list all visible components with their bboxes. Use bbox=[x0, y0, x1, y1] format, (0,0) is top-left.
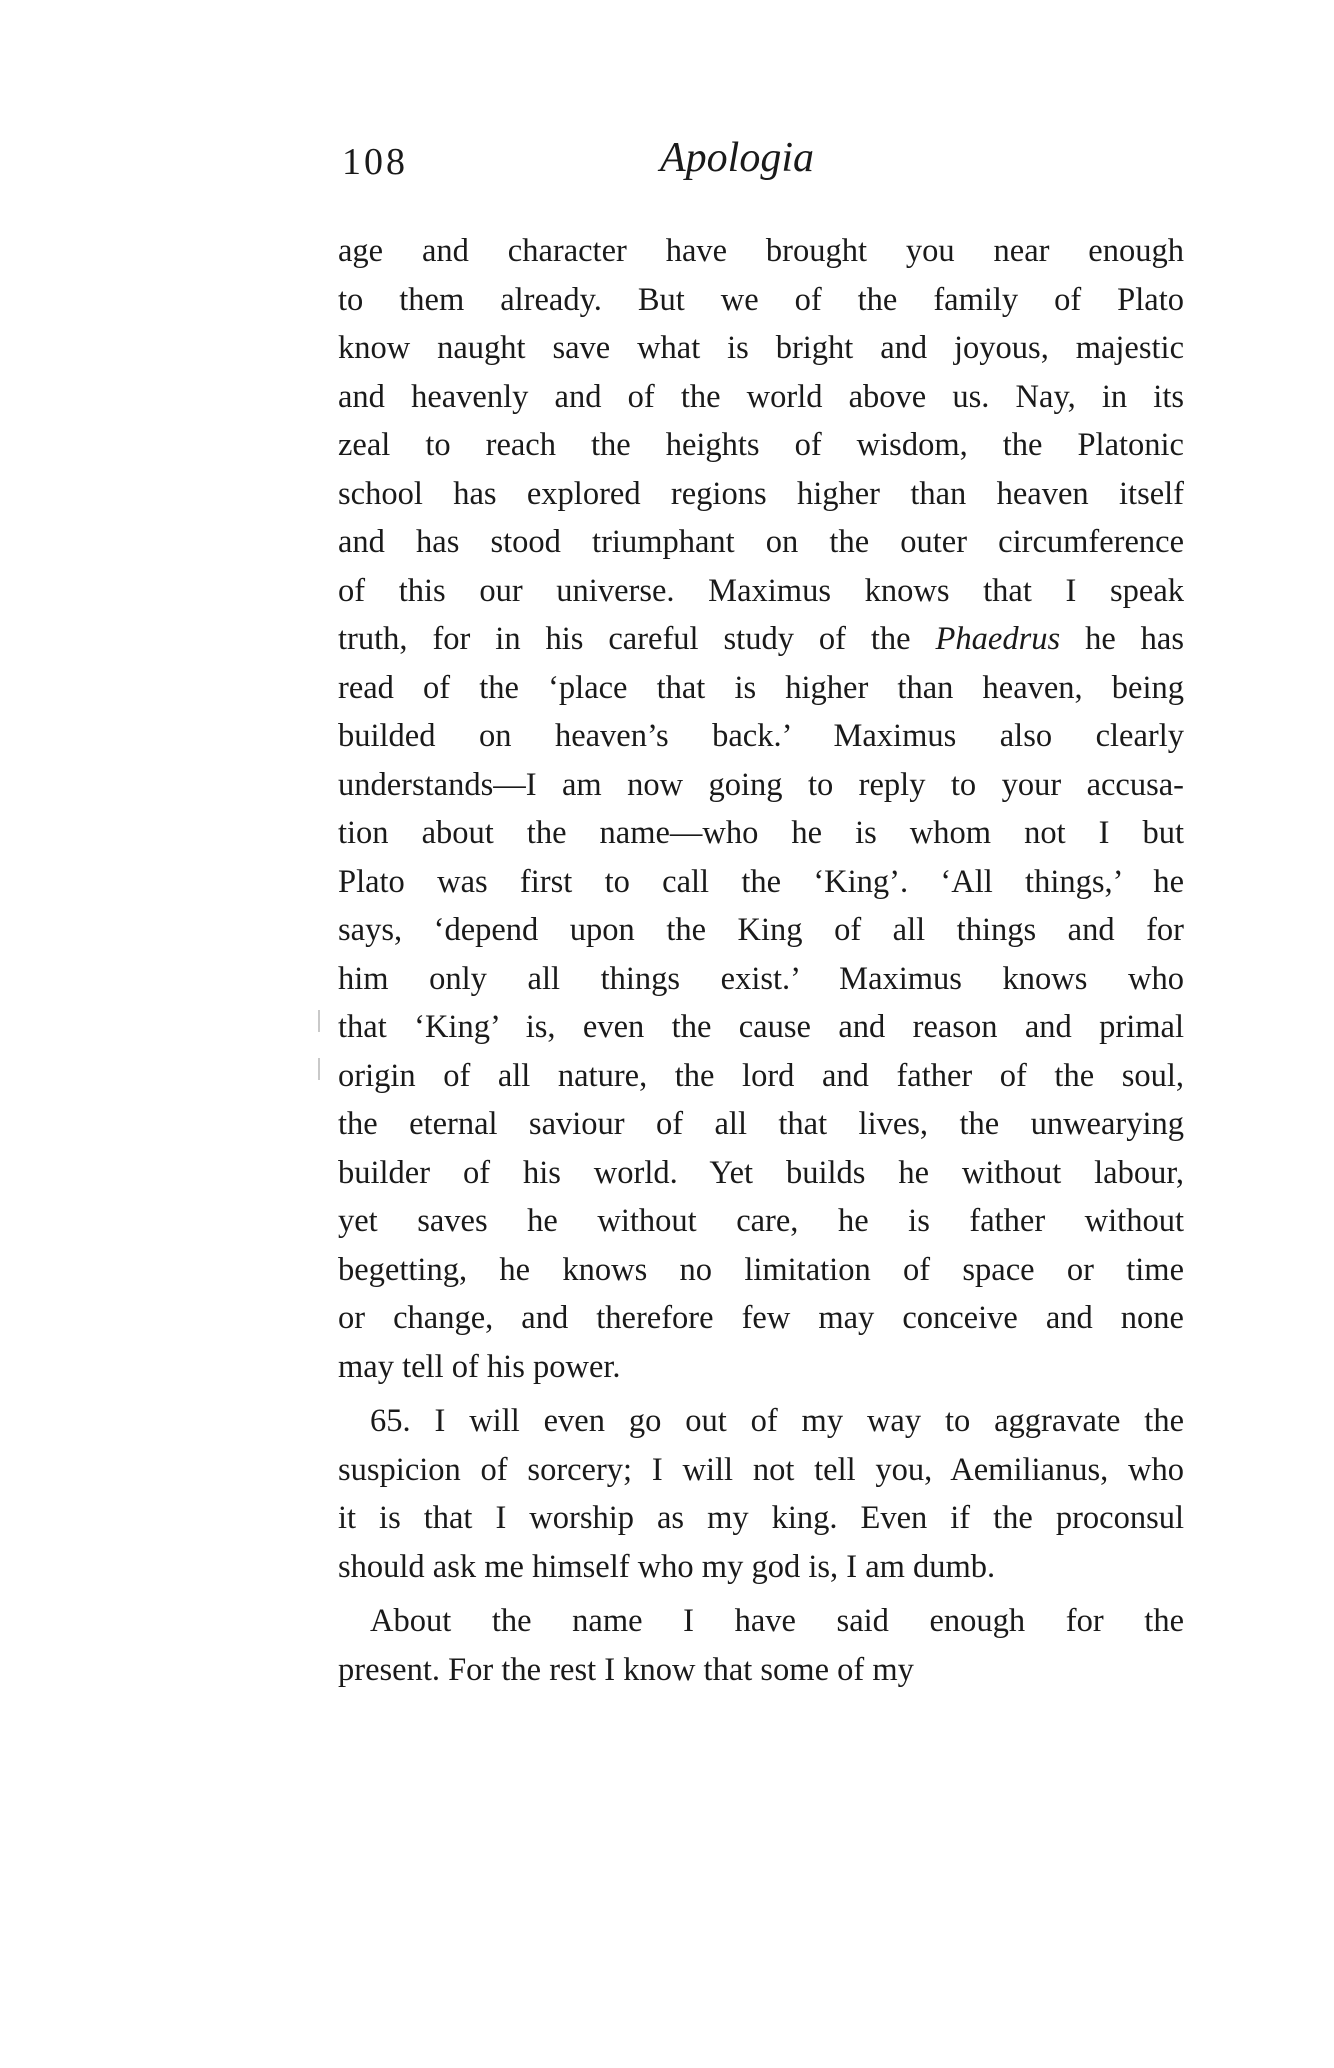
paragraph bbox=[338, 1597, 1184, 1694]
text-line: builder of his world. Yet builds he without labour, bbox=[338, 1154, 1184, 1191]
text-line: Plato was first to call the ‘King’. ‘All things,’ he bbox=[338, 863, 1184, 900]
margin-mark bbox=[318, 1010, 320, 1032]
text-line: zeal to reach the heights of wisdom, the Platonic bbox=[338, 427, 1184, 463]
page-number: 108 bbox=[342, 141, 408, 183]
running-title: Apologia bbox=[660, 135, 814, 181]
text-line: read of the ‘place that is higher than heaven, being bbox=[338, 669, 1184, 706]
text-line: tion about the name—who he is whom not I but bbox=[338, 815, 1184, 851]
text-line: may tell of his power. bbox=[338, 1348, 621, 1385]
margin-mark bbox=[318, 1058, 320, 1080]
text-line: should ask me himself who my god is, I am dumb. bbox=[338, 1548, 996, 1585]
text-line: know naught save what is bright and joyous, majestic bbox=[338, 330, 1184, 366]
text-line: the eternal saviour of all that lives, the unwearying bbox=[338, 1106, 1184, 1142]
paragraph bbox=[338, 227, 1184, 1391]
text-line: to them already. But we of the family of Plato bbox=[338, 281, 1184, 318]
text-line: of this our universe. Maximus knows that I speak bbox=[338, 572, 1184, 609]
text-line: and heavenly and of the world above us. Nay, in its bbox=[338, 378, 1184, 415]
text-line: origin of all nature, the lord and father of the soul, bbox=[338, 1057, 1184, 1094]
text-line: says, ‘depend upon the King of all things and for bbox=[338, 912, 1184, 948]
text-line: understands—I am now going to reply to your accusa- bbox=[338, 766, 1184, 803]
text-line: it is that I worship as my king. Even if the proconsul bbox=[338, 1500, 1184, 1536]
text-line: and has stood triumphant on the outer circumference bbox=[338, 524, 1184, 560]
running-head bbox=[342, 135, 1182, 200]
text-line: yet saves he without care, he is father without bbox=[338, 1203, 1184, 1239]
text-line: age and character have brought you near enough bbox=[338, 233, 1184, 269]
text-line: begetting, he knows no limitation of space or time bbox=[338, 1251, 1184, 1288]
text-line: or change, and therefore few may conceive and none bbox=[338, 1300, 1184, 1336]
text-line: 65. I will even go out of my way to aggravate the bbox=[370, 1403, 1184, 1439]
text-line: About the name I have said enough for the bbox=[370, 1603, 1184, 1639]
paragraph bbox=[338, 1397, 1184, 1591]
text-line: suspicion of sorcery; I will not tell you, Aemilianus, who bbox=[338, 1451, 1184, 1488]
text-line: truth, for in his careful study of the Phaedrus he has bbox=[338, 621, 1185, 657]
text-line: school has explored regions higher than heaven itself bbox=[338, 475, 1184, 512]
body-text bbox=[338, 227, 1184, 1694]
text-line: that ‘King’ is, even the cause and reason and primal bbox=[338, 1009, 1184, 1045]
text-line: builded on heaven’s back.’ Maximus also clearly bbox=[338, 718, 1184, 754]
text-line: him only all things exist.’ Maximus knows who bbox=[338, 960, 1184, 997]
text-line: present. For the rest I know that some of my bbox=[338, 1651, 914, 1688]
